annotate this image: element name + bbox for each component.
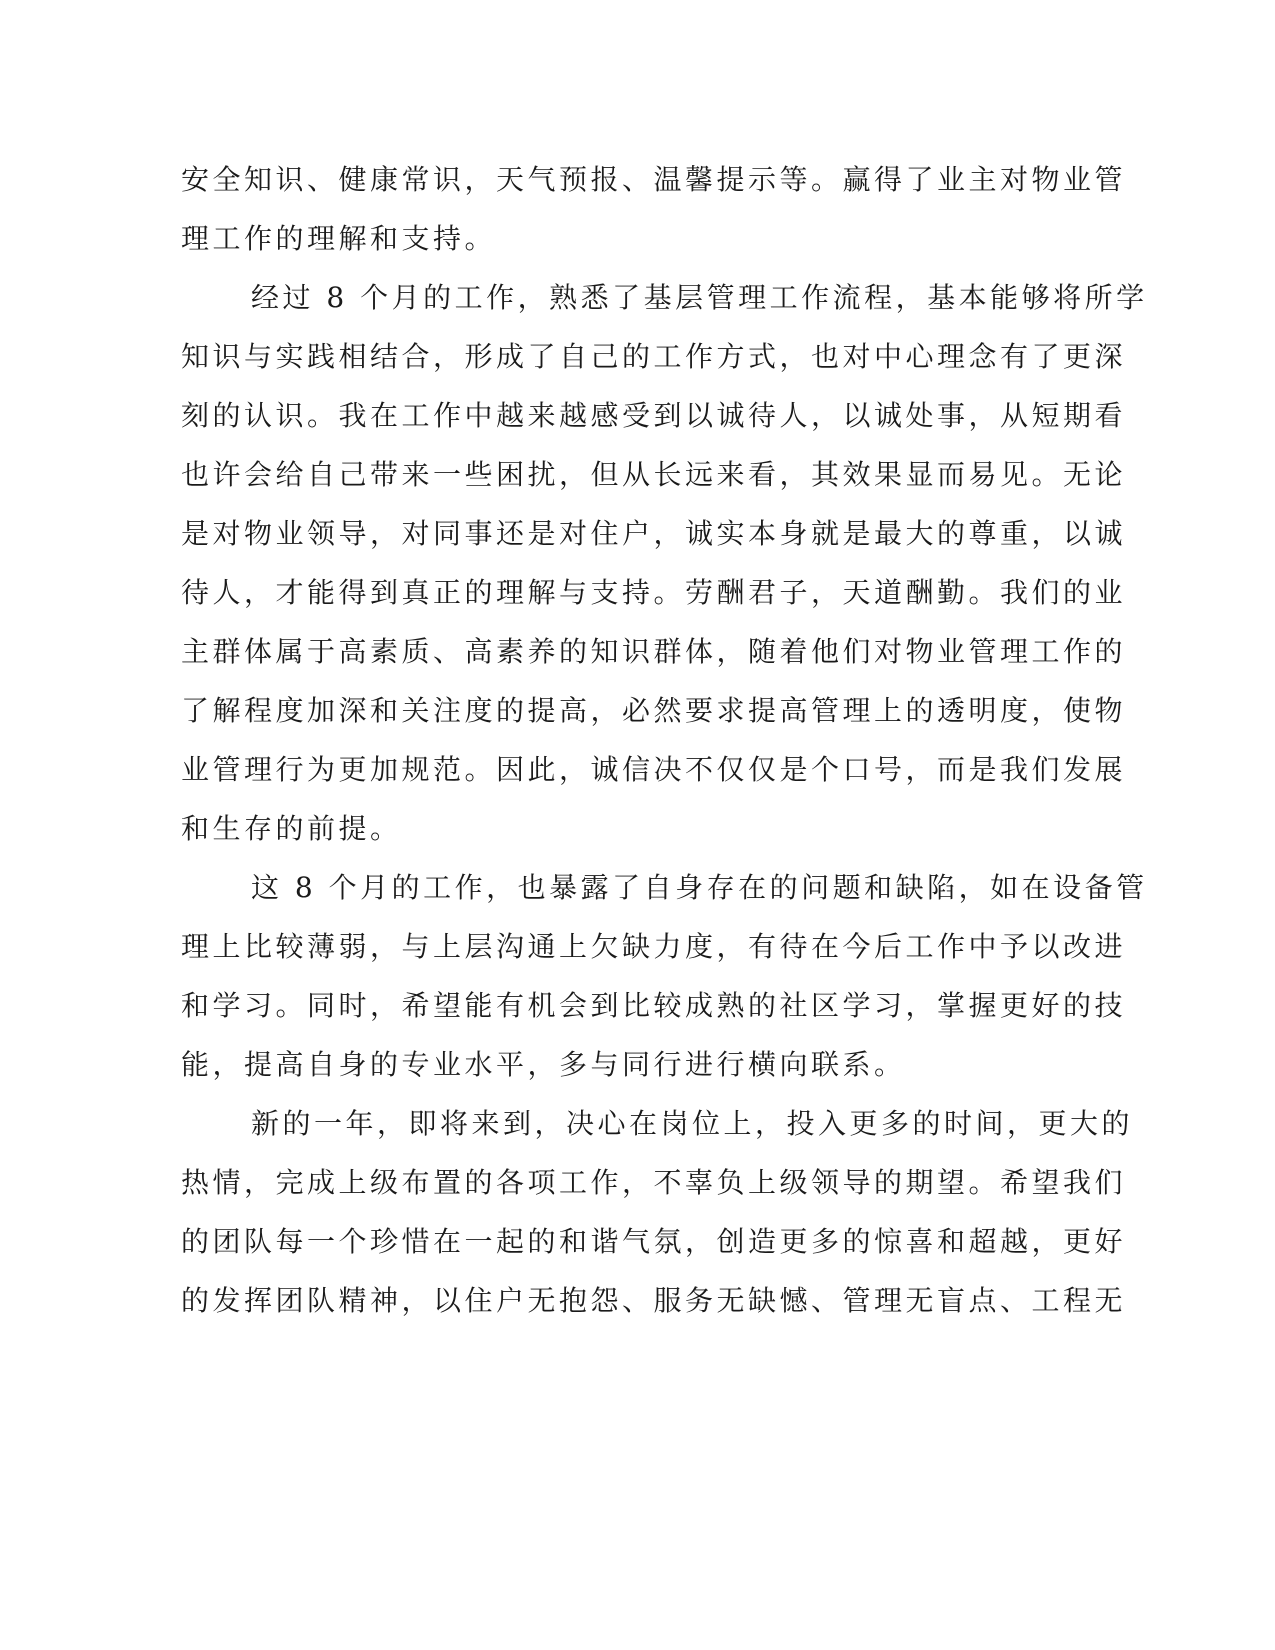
text-line: 热情，完成上级布置的各项工作，不辜负上级领导的期望。希望我们 <box>181 1166 1127 1199</box>
paragraph-start-line: 经过 8 个月的工作，熟悉了基层管理工作流程，基本能够将所学 <box>251 281 1148 314</box>
text-line: 的团队每一个珍惜在一起的和谐气氛，创造更多的惊喜和超越，更好 <box>181 1225 1127 1258</box>
text-line: 也许会给自己带来一些困扰，但从长远来看，其效果显而易见。无论 <box>181 458 1127 491</box>
text-line: 理上比较薄弱，与上层沟通上欠缺力度，有待在今后工作中予以改进 <box>181 930 1127 963</box>
text-line: 的发挥团队精神，以住户无抱怨、服务无缺憾、管理无盲点、工程无 <box>181 1284 1127 1317</box>
text-line: 和学习。同时，希望能有机会到比较成熟的社区学习，掌握更好的技 <box>181 989 1127 1022</box>
text-line: 待人，才能得到真正的理解与支持。劳酬君子，天道酬勤。我们的业 <box>181 576 1127 609</box>
text-line: 理工作的理解和支持。 <box>181 222 497 255</box>
text-line: 安全知识、健康常识，天气预报、温馨提示等。赢得了业主对物业管 <box>181 163 1127 196</box>
text-line: 刻的认识。我在工作中越来越感受到以诚待人，以诚处事，从短期看 <box>181 399 1127 432</box>
paragraph-start-line: 这 8 个月的工作，也暴露了自身存在的问题和缺陷，如在设备管 <box>251 871 1148 904</box>
text-line: 主群体属于高素质、高素养的知识群体，随着他们对物业管理工作的 <box>181 635 1127 668</box>
text-line: 和生存的前提。 <box>181 812 402 845</box>
text-line: 业管理行为更加规范。因此，诚信决不仅仅是个口号，而是我们发展 <box>181 753 1127 786</box>
text-line: 知识与实践相结合，形成了自己的工作方式，也对中心理念有了更深 <box>181 340 1127 373</box>
text-line: 是对物业领导，对同事还是对住户，诚实本身就是最大的尊重，以诚 <box>181 517 1127 550</box>
paragraph-start-line: 新的一年，即将来到，决心在岗位上，投入更多的时间，更大的 <box>251 1107 1134 1140</box>
text-line: 了解程度加深和关注度的提高，必然要求提高管理上的透明度，使物 <box>181 694 1127 727</box>
body-text <box>181 150 1148 1330</box>
text-line: 能，提高自身的专业水平，多与同行进行横向联系。 <box>181 1048 906 1081</box>
